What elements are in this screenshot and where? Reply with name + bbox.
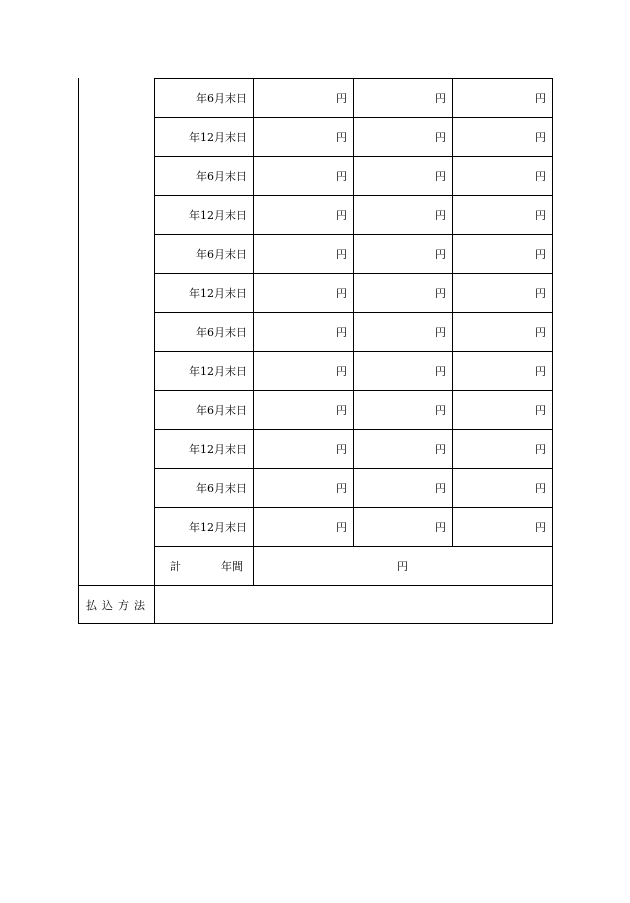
amount-cell[interactable]: 円 [435, 287, 446, 300]
amount-cell[interactable]: 円 [535, 287, 546, 300]
amount-cell[interactable]: 円 [535, 404, 546, 417]
total-label-cell [154, 547, 253, 586]
amount-cell[interactable]: 円 [435, 521, 446, 534]
amount-cell[interactable]: 円 [336, 365, 347, 378]
amount-cell[interactable]: 円 [336, 131, 347, 144]
amount-cell[interactable]: 円 [336, 287, 347, 300]
period-cell: 年6月末日 [196, 404, 247, 417]
total-amount-cell[interactable]: 円 [397, 560, 408, 573]
period-cell: 年6月末日 [196, 248, 247, 261]
amount-cell[interactable]: 円 [336, 521, 347, 534]
amount-cell[interactable]: 円 [435, 482, 446, 495]
amount-cell[interactable]: 円 [535, 131, 546, 144]
amount-cell[interactable]: 円 [435, 170, 446, 183]
amount-cell[interactable]: 円 [336, 209, 347, 222]
amount-cell[interactable]: 円 [336, 248, 347, 261]
amount-cell[interactable]: 円 [535, 365, 546, 378]
amount-cell[interactable]: 円 [535, 326, 546, 339]
period-cell: 年12月末日 [189, 287, 247, 300]
amount-cell[interactable]: 円 [435, 248, 446, 261]
period-cell: 年12月末日 [189, 521, 247, 534]
amount-cell[interactable]: 円 [535, 443, 546, 456]
amount-cell[interactable]: 円 [435, 131, 446, 144]
right-border [552, 78, 553, 624]
payment-method-field[interactable] [154, 586, 552, 625]
amount-cell[interactable]: 円 [336, 170, 347, 183]
amount-cell[interactable]: 円 [336, 443, 347, 456]
left-border [78, 78, 79, 624]
amount-cell[interactable]: 円 [435, 92, 446, 105]
period-cell: 年6月末日 [196, 92, 247, 105]
amount-cell[interactable]: 円 [535, 209, 546, 222]
amount-cell[interactable]: 円 [435, 209, 446, 222]
amount-cell[interactable]: 円 [336, 326, 347, 339]
period-cell: 年12月末日 [189, 209, 247, 222]
period-cell: 年6月末日 [196, 482, 247, 495]
period-cell: 年6月末日 [196, 170, 247, 183]
period-cell: 年6月末日 [196, 326, 247, 339]
amount-cell[interactable]: 円 [535, 92, 546, 105]
payment-schedule-table [78, 78, 552, 623]
payment-method-label: 払込方法 [86, 599, 150, 612]
period-cell: 年12月末日 [189, 443, 247, 456]
amount-cell[interactable]: 円 [535, 170, 546, 183]
amount-cell[interactable]: 円 [336, 92, 347, 105]
amount-cell[interactable]: 円 [336, 482, 347, 495]
amount-cell[interactable]: 円 [336, 404, 347, 417]
amount-cell[interactable]: 円 [435, 443, 446, 456]
amount-cell[interactable]: 円 [535, 248, 546, 261]
period-cell: 年12月末日 [189, 365, 247, 378]
total-label: 計 [170, 560, 181, 573]
amount-cell[interactable]: 円 [535, 482, 546, 495]
amount-cell[interactable]: 円 [535, 521, 546, 534]
amount-cell[interactable]: 円 [435, 326, 446, 339]
amount-cell[interactable]: 円 [435, 404, 446, 417]
period-cell: 年12月末日 [189, 131, 247, 144]
total-years-label: 年間 [221, 560, 243, 573]
amount-cell[interactable]: 円 [435, 365, 446, 378]
